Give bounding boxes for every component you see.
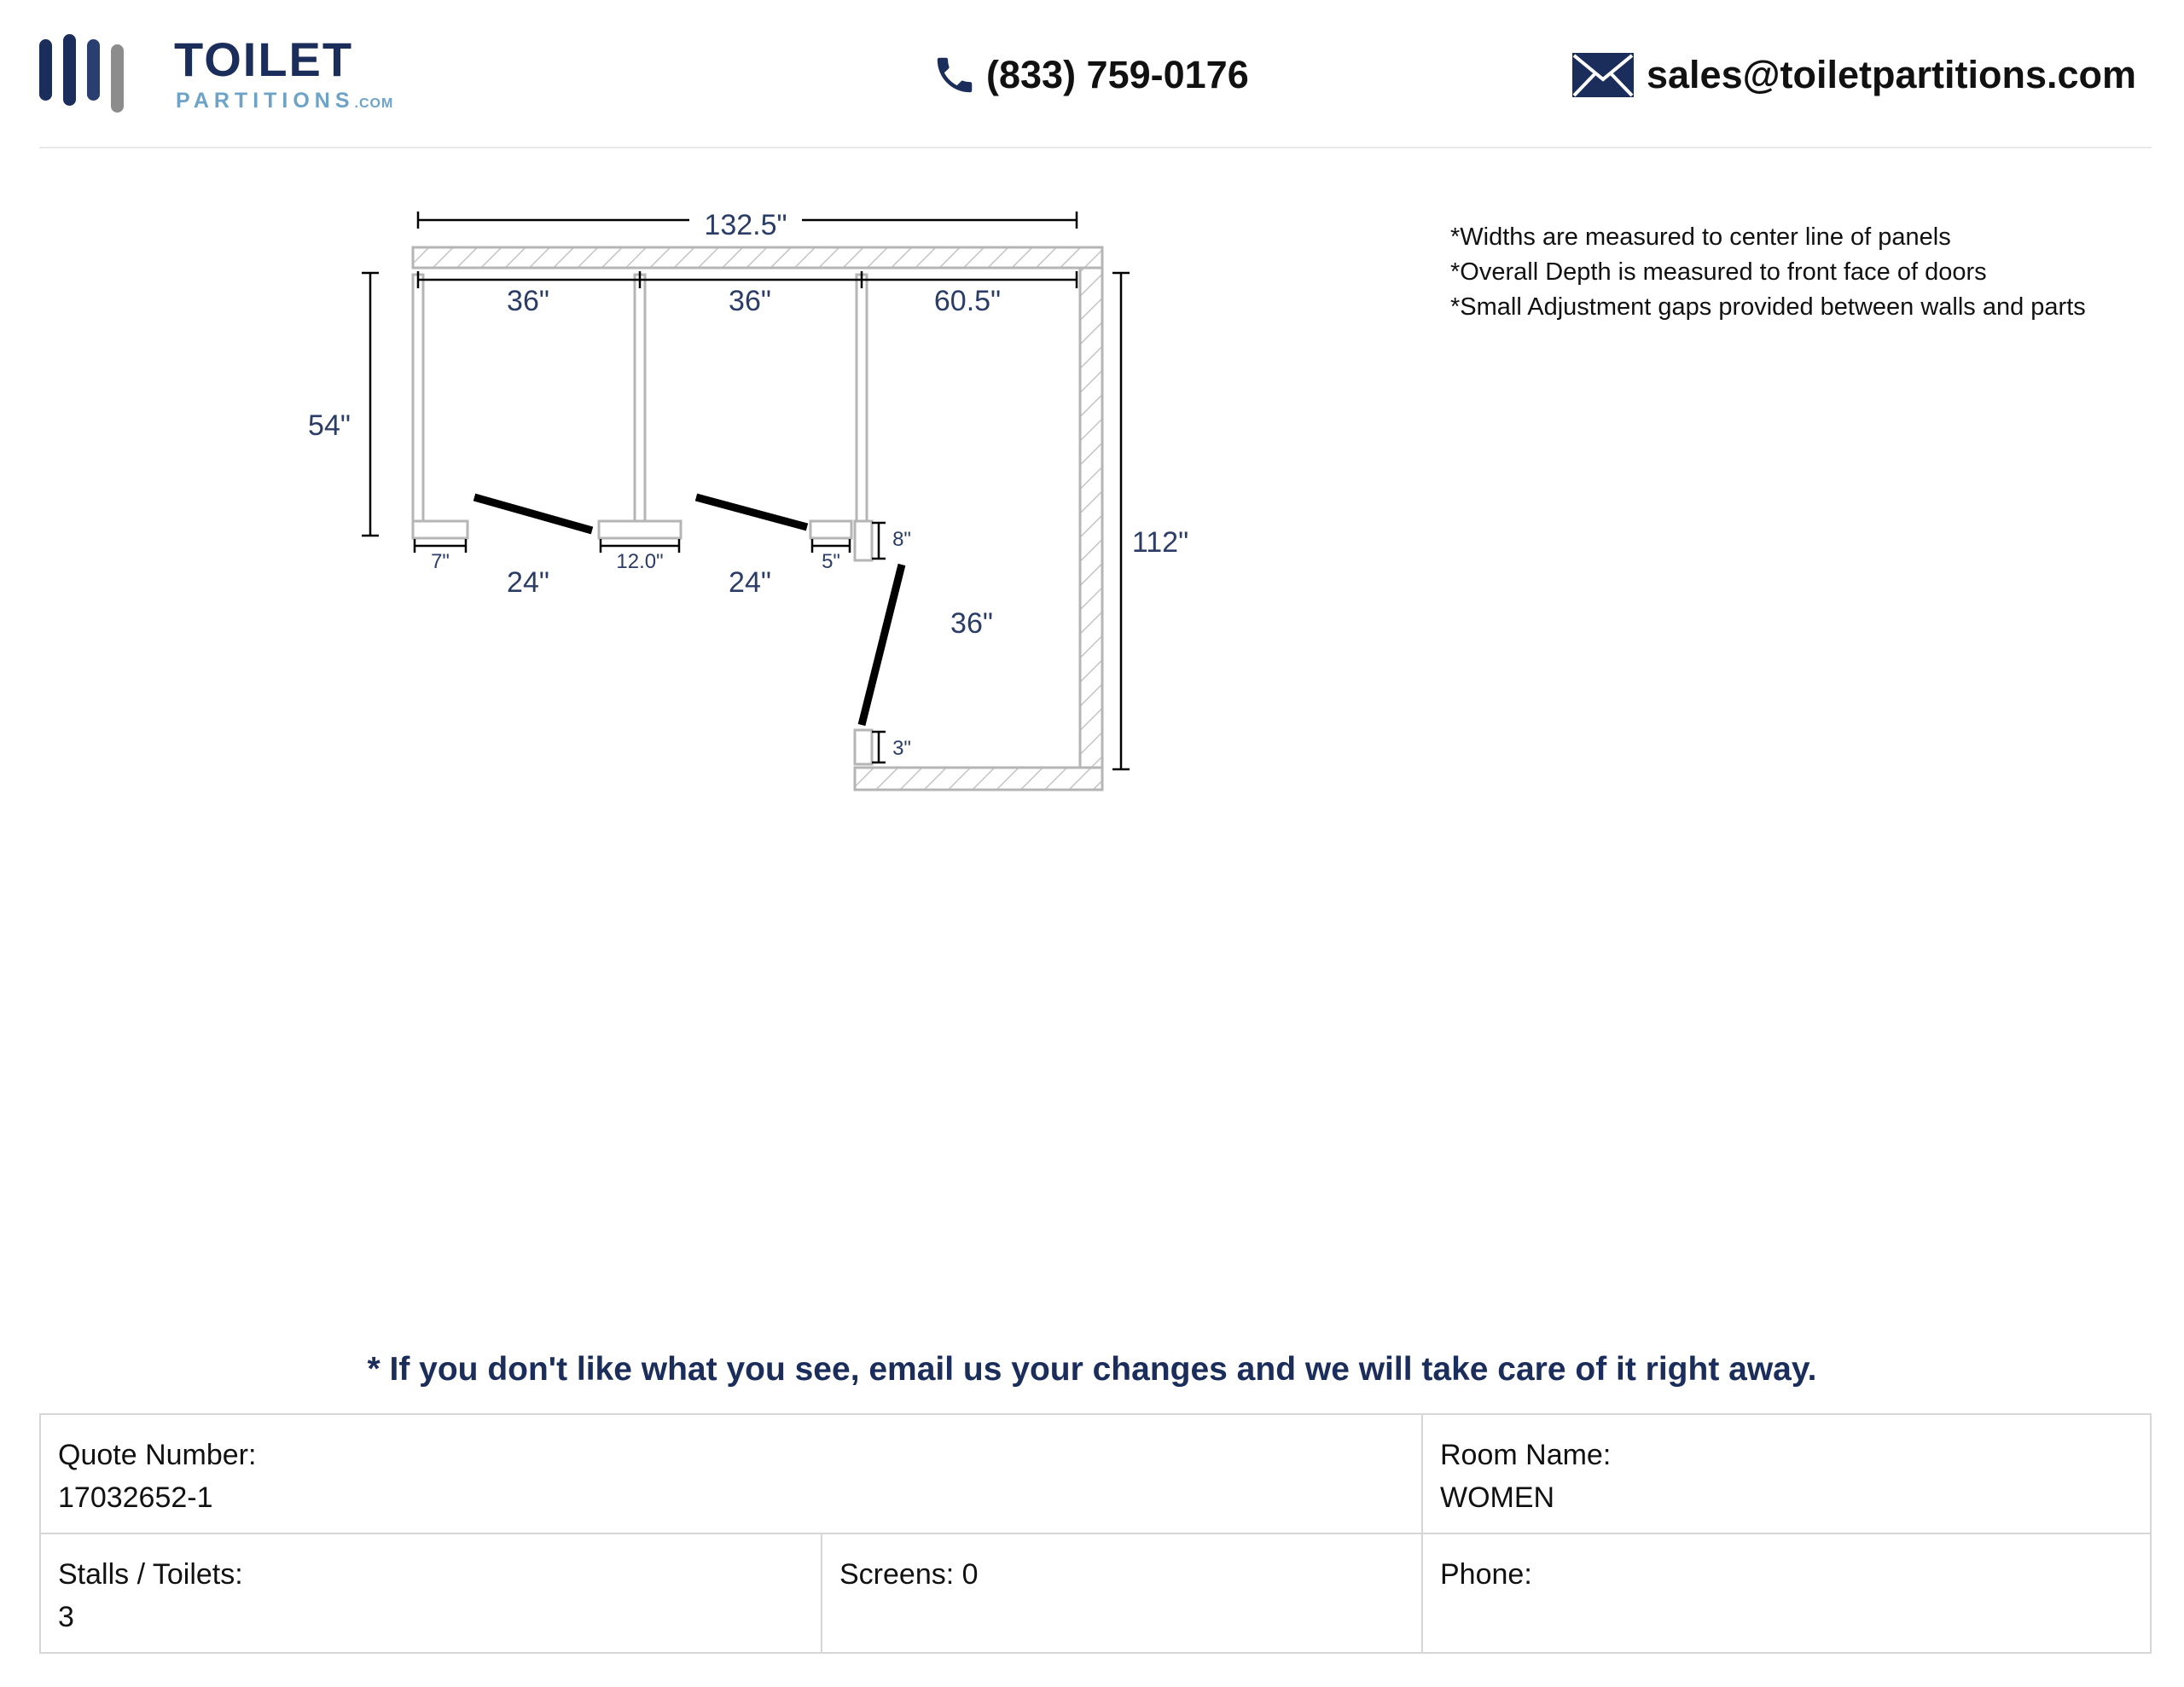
quote-number-label: Quote Number: bbox=[58, 1439, 257, 1471]
room-name-cell bbox=[1423, 1415, 2152, 1533]
stall-door bbox=[696, 497, 807, 527]
pilaster bbox=[810, 521, 851, 538]
overall-depth-label: 112" bbox=[1131, 526, 1189, 559]
pilaster-depth-label: 8" bbox=[892, 528, 911, 551]
pilaster-width-label: 7" bbox=[431, 550, 450, 573]
logo-subtext: PARTITIONS.COM bbox=[176, 89, 394, 113]
dimension-line bbox=[872, 523, 886, 559]
stalls-value: 3 bbox=[58, 1601, 74, 1633]
room-name-value: WOMEN bbox=[1440, 1481, 1555, 1514]
quote-number-value: 17032652-1 bbox=[58, 1481, 213, 1514]
stall-width-label: 60.5" bbox=[933, 285, 1002, 317]
dimension-line bbox=[1112, 273, 1130, 769]
note-line: *Widths are measured to center line of panels bbox=[1450, 223, 1951, 251]
pilaster-depth-label: 3" bbox=[892, 737, 911, 760]
stall-divider-panel bbox=[635, 275, 645, 522]
quote-number-cell bbox=[41, 1415, 1421, 1533]
stall-door bbox=[862, 565, 902, 725]
pilaster bbox=[599, 521, 681, 538]
stall-divider-panel bbox=[413, 275, 423, 522]
phone-cell bbox=[1423, 1534, 2152, 1654]
pilaster-width-label: 5" bbox=[822, 550, 840, 573]
back-wall bbox=[413, 247, 1102, 268]
stall-door bbox=[474, 497, 592, 530]
dimension-line bbox=[872, 732, 886, 762]
stall-width-label: 36" bbox=[729, 285, 771, 317]
stall-depth-label: 54" bbox=[308, 409, 351, 442]
stall-divider-panel bbox=[857, 275, 867, 522]
quote-info-table bbox=[39, 1413, 2152, 1654]
logo-wordmark: TOILET bbox=[174, 32, 354, 86]
pilaster-width-label: 12.0" bbox=[616, 550, 664, 573]
bottom-wall bbox=[855, 768, 1102, 790]
stalls-label: Stalls / Toilets: bbox=[58, 1558, 243, 1591]
room-name-label: Room Name: bbox=[1440, 1439, 1612, 1471]
door-width-label: 24" bbox=[507, 566, 549, 599]
stalls-cell bbox=[41, 1534, 821, 1654]
note-line: *Small Adjustment gaps provided between walls and parts bbox=[1450, 293, 2086, 321]
phone-label: Phone: bbox=[1440, 1558, 1532, 1591]
phone-number: (833) 759-0176 bbox=[986, 53, 1249, 96]
stall-width-label: 36" bbox=[507, 285, 549, 317]
door-width-label: 24" bbox=[729, 566, 771, 599]
screens-cell bbox=[822, 1534, 1421, 1654]
screens-label: Screens: 0 bbox=[839, 1558, 979, 1591]
pilaster bbox=[855, 730, 872, 764]
dimension-line bbox=[362, 273, 379, 536]
right-wall bbox=[1080, 268, 1102, 768]
door-width-label: 36" bbox=[950, 607, 993, 640]
pilaster bbox=[855, 521, 872, 560]
pilaster bbox=[413, 521, 468, 538]
overall-width-label: 132.5" bbox=[704, 209, 787, 241]
note-line: *Overall Depth is measured to front face of doors bbox=[1450, 258, 1987, 286]
email-address: sales@toiletpartitions.com bbox=[1647, 53, 2137, 96]
tagline: * If you don't like what you see, email us your changes and we will take care of it right away. bbox=[367, 1351, 1817, 1388]
